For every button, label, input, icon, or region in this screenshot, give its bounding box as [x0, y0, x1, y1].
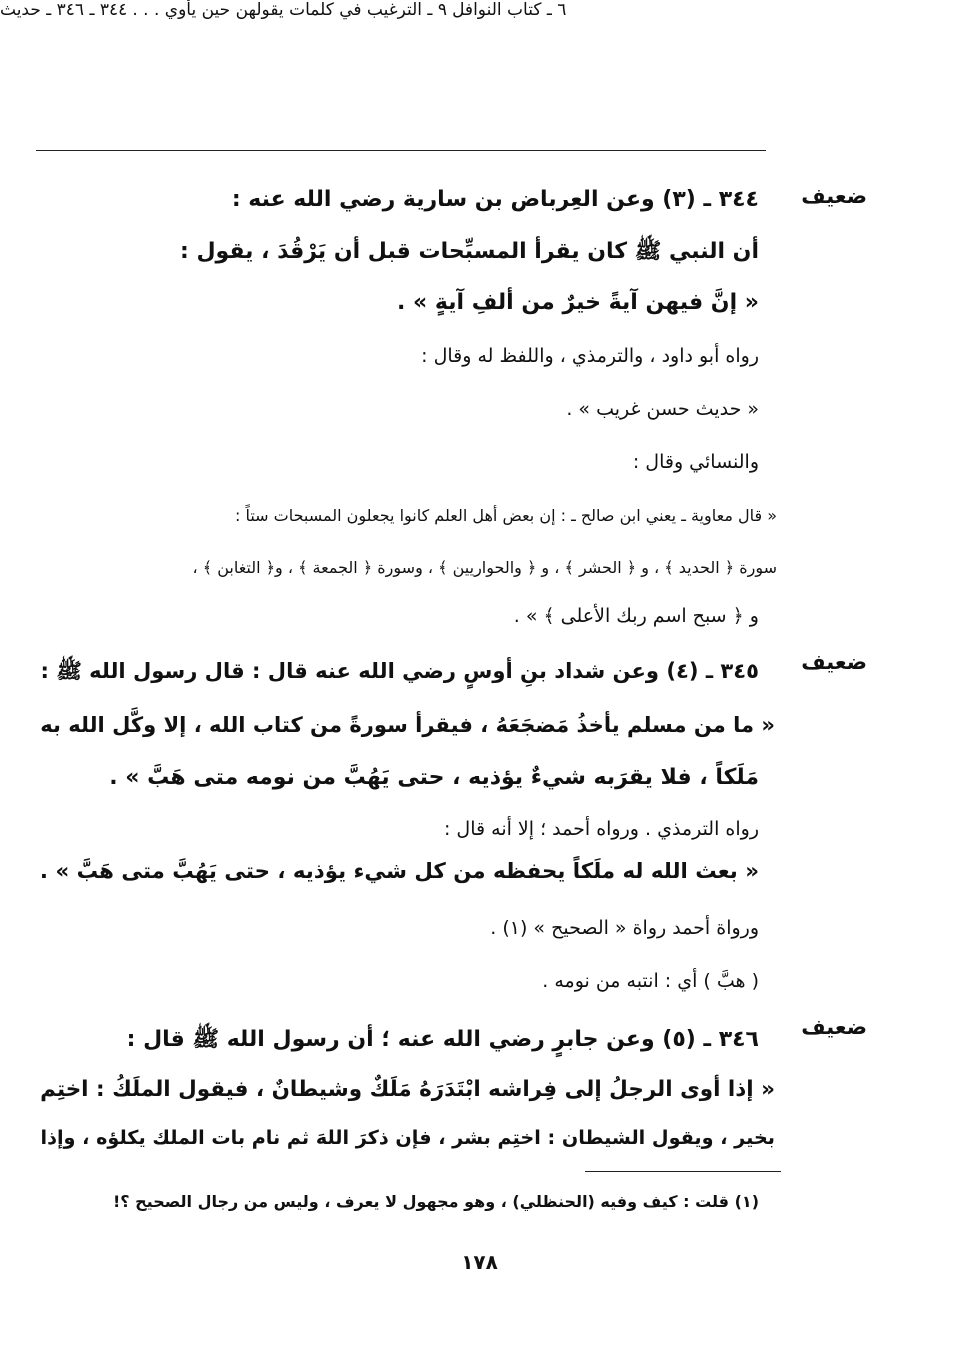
narration-note: و ﴿ سبح اسم ربك الأعلى ﴾ » . [513, 605, 759, 627]
narration-note: ( هبَّ ) أي : انتبه من نومه . [542, 970, 759, 992]
grade-label: ضعيف [801, 1015, 867, 1039]
narration-note: « حديث حسن غريب » . [566, 398, 759, 420]
hadith-heading: ٣٤٦ ـ (٥) وعن جابرٍ رضي الله عنه ؛ أن رسول الله ﷺ قال : [126, 1027, 759, 1052]
hadith-text: مَلَكاً ، فلا يقرَبه شيءٌ يؤذيه ، حتى يَهُبَّ من نومه متى هَبَّ » . [109, 765, 759, 790]
hadith-text: أن النبي ﷺ كان يقرأ المسبِّحات قبل أن يَرْقُدَ ، يقول : [180, 239, 759, 264]
narration-note: « قال معاوية ـ يعني ابن صالح ـ : إن بعض أهل العلم كانوا يجعلون المسبحات ستاً : [234, 506, 777, 525]
footnote-rule [585, 1171, 781, 1172]
narration-note: رواه أبو داود ، والترمذي ، واللفظ له وقال : [421, 345, 759, 367]
grade-label: ضعيف [801, 184, 867, 208]
page-number: ١٧٨ [461, 1250, 498, 1274]
hadith-heading: ٣٤٥ ـ (٤) وعن شداد بنِ أوسٍ رضي الله عنه قال : قال رسول الله ﷺ : [40, 658, 759, 683]
narration-note: والنسائي وقال : [632, 451, 759, 473]
hadith-text: « بعث الله له ملَكاً يحفظه من كل شيء يؤذيه ، حتى يَهُبَّ متى هَبَّ » . [39, 859, 759, 884]
hadith-text: « إنَّ فيهن آيةً خيرٌ من ألفِ آيةٍ » . [397, 290, 759, 315]
header-range: ٣٤٤ ـ ٣٤٦ ـ حديث [0, 0, 128, 20]
narration-note: ورواة أحمد رواة « الصحيح » (١) . [490, 917, 759, 939]
hadith-text: « إذا أوى الرجلُ إلى فِراشه ابْتَدَرَهُ مَلَكٌ وشيطانٌ ، فيقول الملَكُ : اختِم [40, 1077, 775, 1102]
header-chapter: ٦ ـ كتاب النوافل [452, 0, 567, 20]
hadith-text: بخير ، ويقول الشيطان : اختِم بشر ، فإن ذكرَ اللهَ ثم نام بات الملك يكلؤه ، وإذا [40, 1126, 775, 1149]
header-section: ٩ ـ الترغيب في كلمات يقولهن حين يأوي . . . [132, 0, 447, 20]
grade-label: ضعيف [801, 650, 867, 674]
footnote: (١) قلت : كيف وفيه (الحنظلي) ، وهو مجهول لا يعرف ، وليس من رجال الصحيح ؟! [113, 1192, 759, 1211]
running-header [0, 0, 959, 20]
header-rule [36, 150, 766, 151]
narration-note: رواه الترمذي . ورواه أحمد ؛ إلا أنه قال : [443, 818, 759, 840]
hadith-heading: ٣٤٤ ـ (٣) وعن العِرباض بن سارية رضي الله عنه : [231, 187, 759, 212]
narration-note: سورة ﴿ الحديد ﴾ ، و ﴿ الحشر ﴾ ، و ﴿ والحواريين ﴾ ، وسورة ﴿ الجمعة ﴾ ، و﴿ التغابن ﴾ ، [192, 558, 777, 577]
hadith-text: « ما من مسلم يأخذُ مَضجَعَهُ ، فيقرأ سورةً من كتاب الله ، إلا وكَّل الله به [40, 712, 775, 737]
